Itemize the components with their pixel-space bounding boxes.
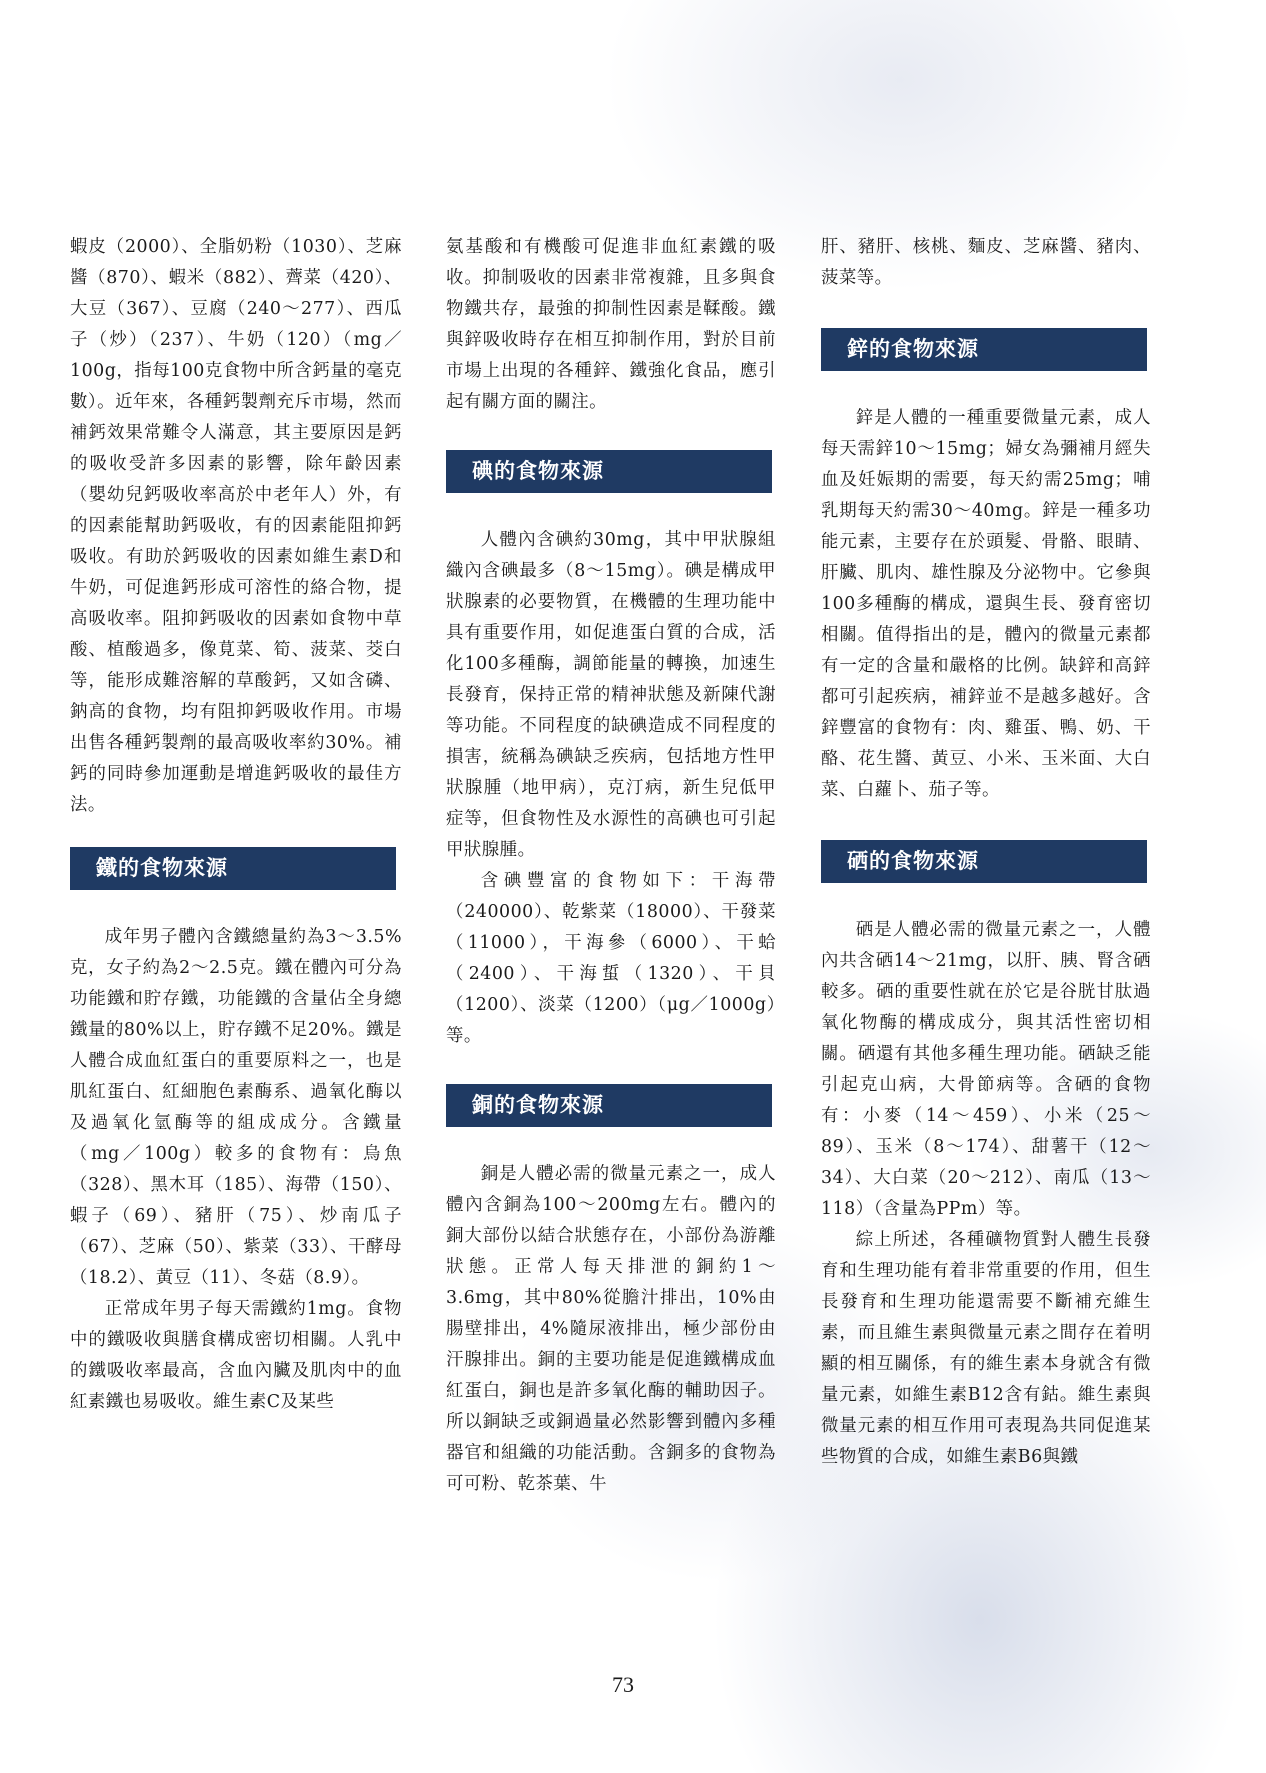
iron-paragraph-2: 正常成年男子每天需鐵約1mg。食物中的鐵吸收與膳食構成密切相關。人乳中的鐵吸收率最高，含血內臟及肌肉中的血紅素鐵也易吸收。維生素C及某些 (70, 1299, 402, 1412)
iodine-paragraph-1: 人體內含碘約30mg，其中甲狀腺組織內含碘最多（8～15mg）。碘是構成甲狀腺素的必要物質，在機體的生理功能中具有重要作用，如促進蛋白質的合成，活化100多種酶，調節能量的轉換，加速生長發育，保持正常的精神狀態及新陳代謝等功能。不同程度的缺碘造成不同程度的損害，統稱為碘缺乏疾病，包括地方性甲狀腺腫（地甲病），克汀病，新生兒低甲症等，但食物性及水源性的高碘也可引起甲狀腺腫。 (446, 530, 776, 860)
page-number: 73 (612, 1672, 634, 1697)
calcium-continued-paragraph: 蝦皮（2000）、全脂奶粉（1030）、芝麻醬（870）、蝦米（882）、薺菜（420）、大豆（367）、豆腐（240～277）、西瓜子（炒）（237）、牛奶（120）（mg／100g，指每100克食物中所含鈣量的毫克數）。近年來，各種鈣製劑充斥市場，然而補鈣效果常難令人滿意，其主要原因是鈣的吸收受許多因素的影響，除年齡因素（嬰幼兒鈣吸收率高於中老年人）外，有的因素能幫助鈣吸收，有的因素能阻抑鈣吸收。有助於鈣吸收的因素如維生素D和牛奶，可促進鈣形成可溶性的絡合物，提高吸收率。阻抑鈣吸收的因素如食物中草酸、植酸過多，像莧菜、筍、菠菜、茭白等，能形成難溶解的草酸鈣，又如含磷、鈉高的食物，均有阻抑鈣吸收作用。市場出售各種鈣製劑的最高吸收率約30%。補鈣的同時參加運動是增進鈣吸收的最佳方法。 (70, 237, 402, 815)
iodine-paragraph-2: 含碘豐富的食物如下：干海帶（240000）、乾紫菜（18000）、干發菜（11000），干海參（6000）、干蛤（2400）、干海蜇（1320）、干貝（1200）、淡菜（1200）（μg／1000g）等。 (446, 871, 776, 1046)
column-1 (70, 232, 402, 1418)
summary-paragraph: 綜上所述，各種礦物質對人體生長發育和生理功能有着非常重要的作用，但生長發育和生理功能還需要不斷補充維生素，而且維生素與微量元素之間存在着明顯的相互關係，有的維生素本身就含有微量元素，如維生素B12含有鈷。維生素與微量元素的相互作用可表現為共同促進某些物質的合成，如維生素B6與鐵 (821, 1230, 1151, 1467)
iron-continued-paragraph: 氨基酸和有機酸可促進非血紅素鐵的吸收。抑制吸收的因素非常複雜，且多與食物鐵共存，最強的抑制性因素是鞣酸。鐵與鋅吸收時存在相互抑制作用，對於目前市場上出現的各種鋅、鐵強化食品，應引起有關方面的關注。 (446, 237, 776, 412)
zinc-paragraph: 鋅是人體的一種重要微量元素，成人每天需鋅10～15mg；婦女為彌補月經失血及妊娠期的需要，每天約需25mg；哺乳期每天約需30～40mg。鋅是一種多功能元素，主要存在於頭髮、骨骼、眼睛、肝臟、肌肉、雄性腺及分泌物中。它參與100多種酶的構成，還與生長、發育密切相關。值得指出的是，體內的微量元素都有一定的含量和嚴格的比例。缺鋅和高鋅都可引起疾病，補鋅並不是越多越好。含鋅豐富的食物有：肉、雞蛋、鴨、奶、干酪、花生醬、黃豆、小米、玉米面、大白菜、白蘿卜、茄子等。 (821, 408, 1151, 800)
iron-paragraph-1: 成年男子體內含鐵總量約為3～3.5%克，女子約為2～2.5克。鐵在體內可分為功能鐵和貯存鐵，功能鐵的含量佔全身總鐵量的80%以上，貯存鐵不足20%。鐵是人體合成血紅蛋白的重要原料之一，也是肌紅蛋白、紅細胞色素酶系、過氧化酶以及過氧化氫酶等的組成成分。含鐵量（mg／100g）較多的食物有：烏魚（328）、黑木耳（185）、海帶（150）、蝦子（69）、豬肝（75）、炒南瓜子（67）、芝麻（50）、紫菜（33）、干酵母（18.2）、黃豆（11）、冬菇（8.9）。 (70, 927, 402, 1288)
copper-continued-paragraph: 肝、豬肝、核桃、麵皮、芝麻醬、豬肉、菠菜等。 (821, 237, 1151, 288)
selenium-section-heading: 硒的食物來源 (821, 840, 1147, 883)
column-2 (446, 232, 776, 1500)
selenium-paragraph: 硒是人體必需的微量元素之一，人體內共含硒14～21mg，以肝、胰、腎含硒較多。硒的重要性就在於它是谷胱甘肽過氧化物酶的構成成分，與其活性密切相關。硒還有其他多種生理功能。硒缺乏能引起克山病，大骨節病等。含硒的食物有：小麥（14～459）、小米（25～89）、玉米（8～174）、甜薯干（12～34）、大白菜（20～212）、南瓜（13～118）（含量為PPm）等。 (821, 920, 1151, 1219)
iron-section-heading: 鐵的食物來源 (70, 847, 396, 890)
column-3 (821, 232, 1151, 1473)
zinc-section-heading: 鋅的食物來源 (821, 328, 1147, 371)
copper-paragraph: 銅是人體必需的微量元素之一，成人體內含銅為100～200mg左右。體內的銅大部份以結合狀態存在，小部份為游離狀態。正常人每天排泄的銅約1～3.6mg，其中80%從膽汁排出，10%由腸壁排出，4%隨尿液排出，極少部份由汗腺排出。銅的主要功能是促進鐵構成血紅蛋白，銅也是許多氧化酶的輔助因子。所以銅缺乏或銅過量必然影響到體內多種器官和組織的功能活動。含銅多的食物為可可粉、乾茶葉、牛 (446, 1164, 776, 1494)
copper-section-heading: 銅的食物來源 (446, 1084, 772, 1127)
iodine-section-heading: 碘的食物來源 (446, 450, 772, 493)
